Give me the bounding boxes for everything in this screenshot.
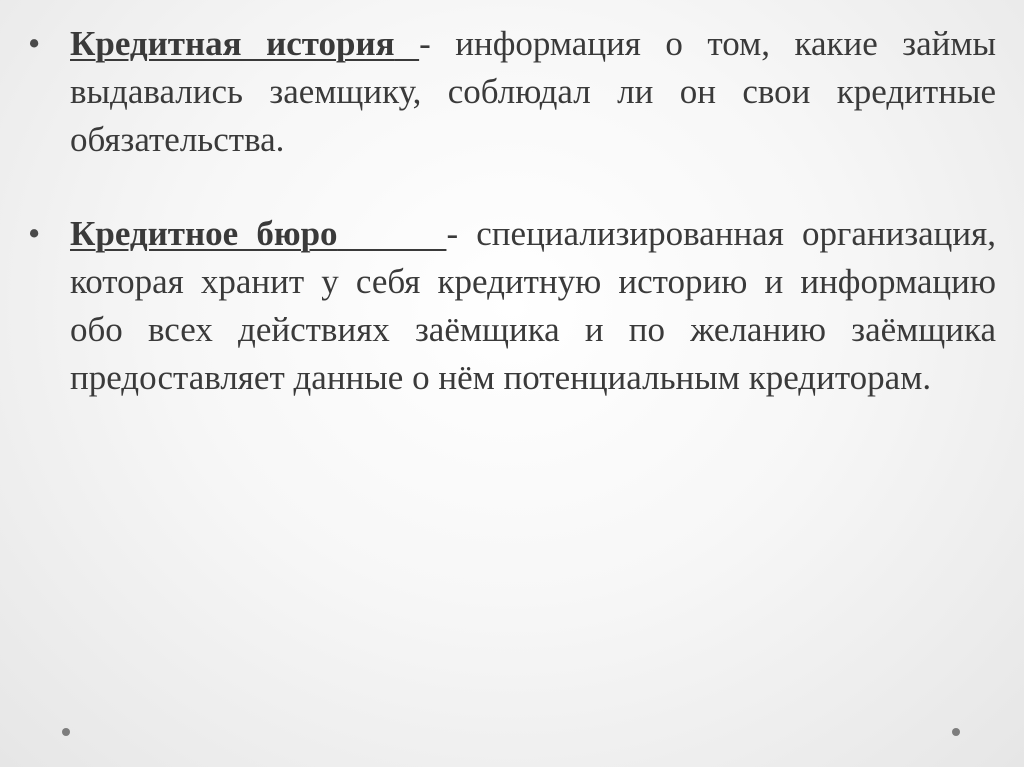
term-underline-gap [338, 214, 447, 253]
definition-separator: - [446, 214, 459, 253]
definition-separator: - [419, 24, 431, 63]
bottom-right-dot-icon [952, 728, 960, 736]
definition-credit-history: информация о том, какие займы выдавались заемщику, соблюдал ли он свои кредитные обязательства. [70, 24, 997, 159]
bullet-dot-icon: • [28, 214, 41, 253]
term-credit-bureau: Кредитное бюро [70, 214, 338, 253]
bullet-dot-icon: • [28, 24, 41, 63]
bottom-left-dot-icon [62, 728, 70, 736]
bullet-item-credit-history [28, 20, 996, 164]
definition-credit-bureau: специализированная организация, которая хранит у себя кредитную историю и информацию обо всех действиях заёмщика и по желанию заёмщика предоставляет данные о нём потенциальным кредиторам. [70, 214, 996, 397]
term-credit-history: Кредитная история [70, 24, 395, 63]
term-underline-gap [395, 24, 420, 63]
bullet-list [28, 20, 996, 402]
bullet-item-credit-bureau [28, 210, 996, 402]
